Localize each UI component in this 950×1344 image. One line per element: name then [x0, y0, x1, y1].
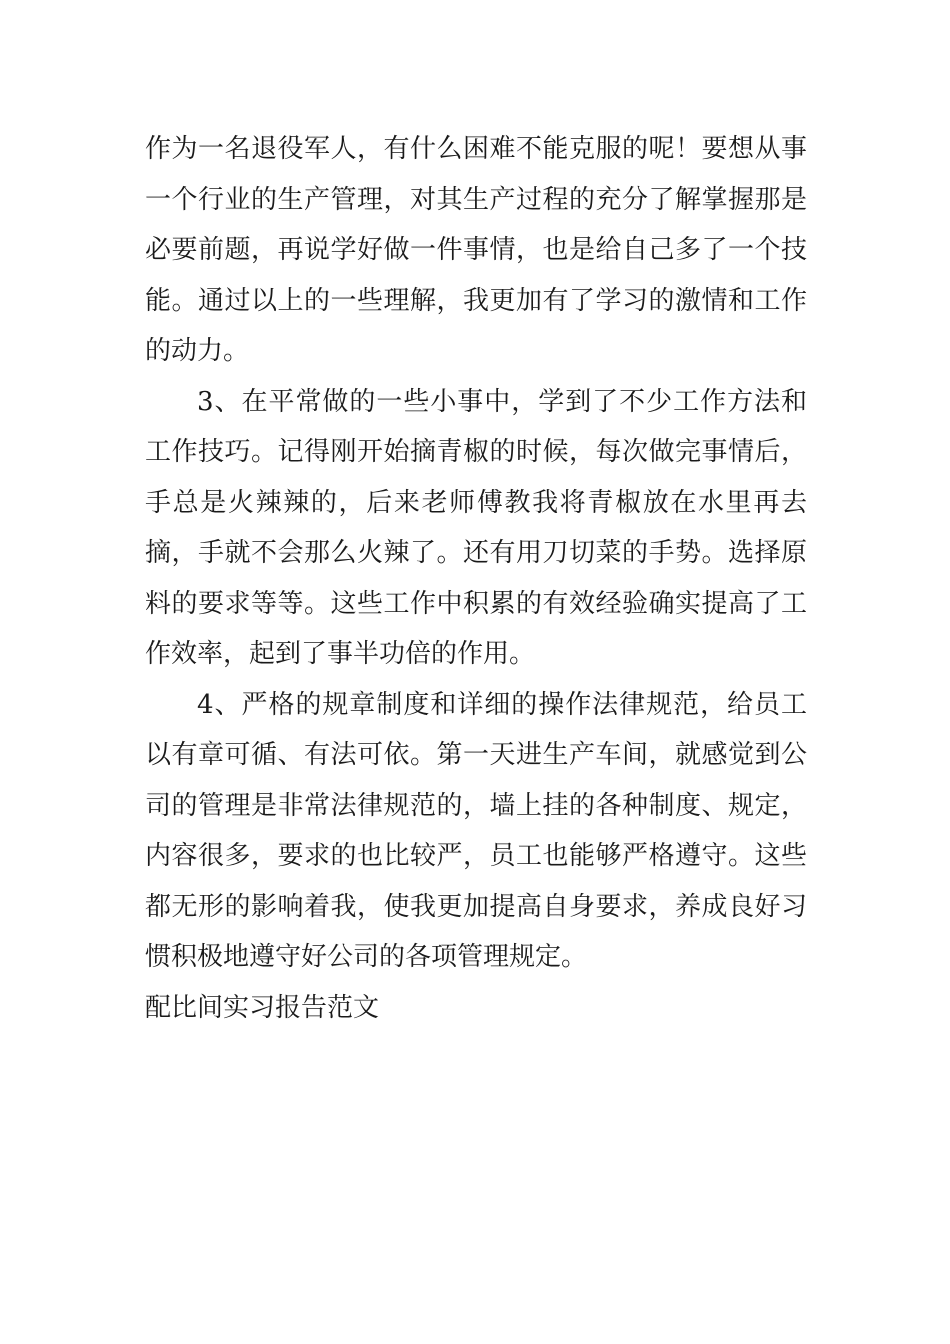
paragraph-intro: 作为一名退役军人，有什么困难不能克服的呢！要想从事一个行业的生产管理，对其生产过程的充分了解掌握那是必要前题，再说学好做一件事情，也是给自己多了一个技能。通过以上的一些理解，我更加有了学习的激情和工作的动力。 — [145, 134, 807, 366]
paragraph-point-4: 4、严格的规章制度和详细的操作法律规范，给员工以有章可循、有法可依。第一天进生产车间，就感觉到公司的管理是非常法律规范的，墙上挂的各种制度、规定，内容很多，要求的也比较严，员工也能够严格遵守。这些都无形的影响着我，使我更加提高自身要求，养成良好习惯积极地遵守好公司的各项管理规定。 — [145, 689, 807, 972]
closing-title: 配比间实习报告范文 — [145, 992, 380, 1023]
document-body — [145, 124, 807, 1033]
paragraph-point-3: 3、在平常做的一些小事中，学到了不少工作方法和工作技巧。记得刚开始摘青椒的时候，每次做完事情后，手总是火辣辣的，后来老师傅教我将青椒放在水里再去摘，手就不会那么火辣了。还有用刀切菜的手势。选择原料的要求等等。这些工作中积累的有效经验确实提高了工作效率，起到了事半功倍的作用。 — [145, 386, 807, 669]
